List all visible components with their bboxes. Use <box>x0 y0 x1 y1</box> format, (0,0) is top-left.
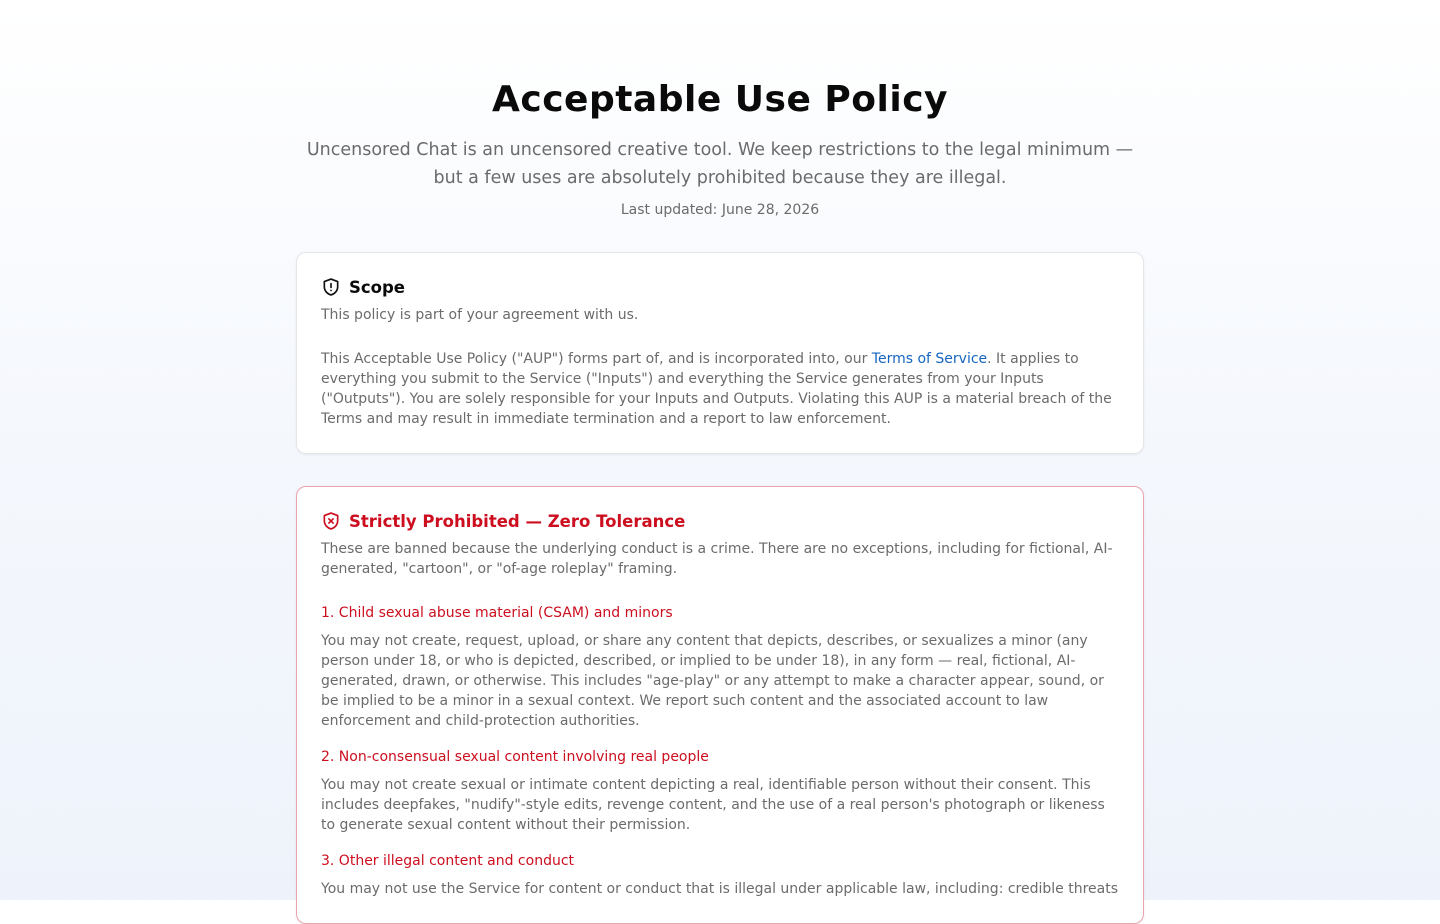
scope-title: Scope <box>349 277 406 297</box>
rule-body-illegal: You may not use the Service for content or conduct that is illegal under applicable law, including: credible threats <box>321 881 1119 897</box>
scope-card <box>296 252 1144 454</box>
prohibited-title: Strictly Prohibited — Zero Tolerance <box>349 511 686 531</box>
rule-title-nonconsensual: 2. Non-consensual sexual content involving real people <box>321 749 709 765</box>
page-title: Acceptable Use Policy <box>492 79 948 120</box>
scope-body-text: This Acceptable Use Policy ("AUP") forms part of, and is incorporated into, our <box>321 351 872 367</box>
rule-title-csam: 1. Child sexual abuse material (CSAM) and minors <box>321 605 673 621</box>
page-header <box>296 78 1144 218</box>
scope-subtitle: This policy is part of your agreement with us. <box>321 307 639 323</box>
rule-title-illegal: 3. Other illegal content and conduct <box>321 853 575 869</box>
last-updated: Last updated: June 28, 2026 <box>620 202 820 218</box>
rule-body-csam: You may not create, request, upload, or share any content that depicts, describes, or sexualizes a minor (any person under 18, or who is depicted, described, or implied to be under 18), in any form — real, fictional, AI-generated, drawn, or otherwise. This includes "age-play" or any attempt to make a character appear, sound, or be implied to be a minor in a sexual context. We report such content and the associated account to law enforcement and child-protection authorities. <box>321 633 1104 729</box>
scope-body <box>321 349 1119 429</box>
page-subtitle: Uncensored Chat is an uncensored creative tool. We keep restrictions to the legal minimum — but a few uses are absolutely prohibited because they are illegal. <box>306 140 1134 188</box>
scope-body-text-end: . It applies to everything you submit to the Service ("Inputs") and everything the Service generates from your Inputs ("Outputs"). You are solely responsible for your Inputs and Outputs. Violating this AUP is a material breach of the Terms and may result in immediate termination and a report to law enforcement. <box>321 351 1112 427</box>
rule-body-nonconsensual: You may not create sexual or intimate content depicting a real, identifiable person without their consent. This includes deepfakes, "nudify"-style edits, revenge content, and the use of a real person's photograph or likeness to generate sexual content without their permission. <box>321 777 1105 833</box>
shield-x-icon <box>321 511 341 531</box>
prohibited-card <box>296 486 1144 924</box>
prohibited-heading <box>321 511 1119 531</box>
scope-heading <box>321 277 1119 297</box>
shield-alert-icon <box>321 277 341 297</box>
terms-of-service-link[interactable]: Terms of Service <box>871 351 988 367</box>
prohibited-subtitle: These are banned because the underlying conduct is a crime. There are no exceptions, including for fictional, AI-generated, "cartoon", or "of-age roleplay" framing. <box>321 541 1113 577</box>
policy-page <box>296 0 1144 924</box>
